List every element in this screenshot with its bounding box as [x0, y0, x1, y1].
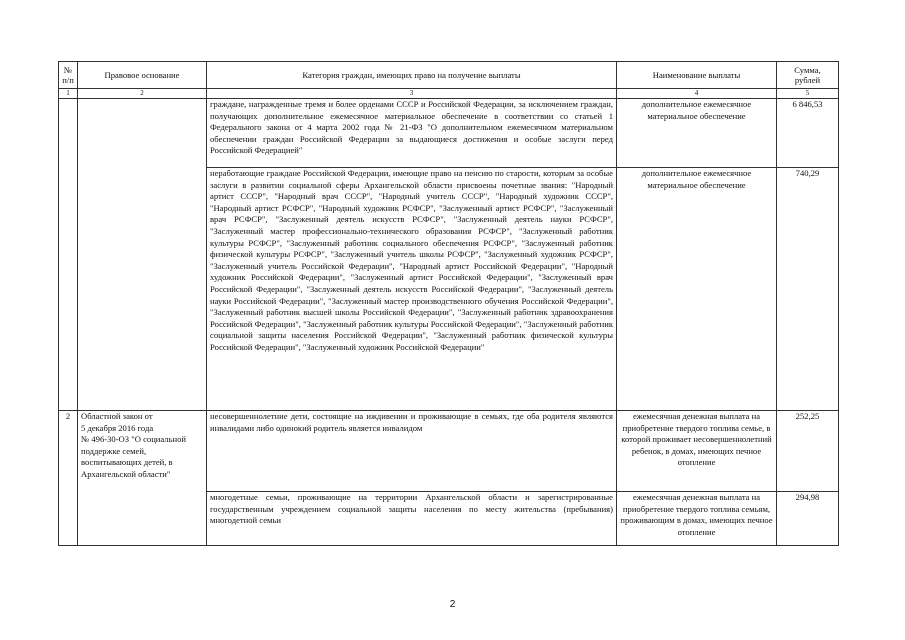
page-number: 2 [449, 599, 456, 610]
payment-name-cell: ежемесячная денежная выплата на приобретение твердого топлива семьям, проживающим в домах, имеющих печное отопление [617, 492, 777, 546]
header-amount: Сумма, рублей [777, 62, 839, 89]
category-cell: несовершеннолетние дети, состоящие на иждивении и проживающие в семьях, где оба родителя являются инвалидами либо одинокий родитель является инвалидом [207, 411, 617, 492]
category-cell: многодетные семьи, проживающие на территории Архангельской области и зарегистрированные государственным учреждением социальной защиты населения по месту жительства (пребывания) многодетной семьи [207, 492, 617, 546]
row-number-cell [59, 492, 78, 546]
header-row [59, 62, 839, 89]
column-number: 5 [777, 89, 839, 99]
header-payment-name: Наименование выплаты [617, 62, 777, 89]
payment-name-cell: ежемесячная денежная выплата на приобретение твердого топлива семье, в которой проживает несовершеннолетний ребенок, в домах, имеющих печное отопление [617, 411, 777, 492]
table-row [59, 99, 839, 168]
table-row [59, 168, 839, 411]
amount-cell: 294,98 [777, 492, 839, 546]
column-number: 1 [59, 89, 78, 99]
row-number-cell [59, 168, 78, 411]
amount-cell: 252,25 [777, 411, 839, 492]
payments-table [58, 61, 839, 546]
legal-basis-cell [78, 99, 207, 168]
header-citizen-category: Категория граждан, имеющих право на получение выплаты [207, 62, 617, 89]
amount-cell: 740,29 [777, 168, 839, 411]
column-number: 3 [207, 89, 617, 99]
header-legal-basis: Правовое основание [78, 62, 207, 89]
table-row [59, 411, 839, 492]
legal-basis-cell [78, 492, 207, 546]
category-cell: неработающие граждане Российской Федерации, имеющие право на пенсию по старости, которым за особые заслуги в развитии социальной сферы Архангельской области присвоены почетные звания: "Народный артист СССР", "Народный врач СССР", "Народный учитель СССР", "Народный художник СССР", "Народный артист РСФСР", "Народный художник РСФСР", "Заслуженный артист РСФСР", "Заслуженный врач РСФСР", "Заслуженный деятель искусств РСФСР", "Заслуженный деятель науки РСФСР", "Заслуженный мастер профессионально-технического образования РСФСР", "Заслуженный работник культуры РСФСР", "Заслуженный работник социального обеспечения РСФСР", "Заслуженный работник физической культуры РСФСР", "Заслуженный учитель школы РСФСР", "Заслуженный художник РСФСР", "Заслуженный учитель Российской Федерации", "Народный артист Российской Федерации", "Народный художник Российской Федерации", "Заслуженный артист Российской Федерации", "Заслуженный врач Российской Федерации", "Заслуженный деятель искусств Российской Федерации", "Заслуженный деятель науки Российской Федерации", "Заслуженный мастер производственного обучения Российской Федерации", "Заслуженный работник высшей школы Российской Федерации", "Заслуженный работник здравоохранения Российской Федерации", "Заслуженный работник культуры Российской Федерации", "Заслуженный работник социальной защиты населения Российской Федерации", "Заслуженный работник физической культуры Российской Федерации", "Заслуженный художник Российской Федерации" [207, 168, 617, 411]
column-number-row [59, 89, 839, 99]
payment-name-cell: дополнительное ежемесячное материальное обеспечение [617, 99, 777, 168]
amount-cell: 6 846,53 [777, 99, 839, 168]
category-cell: граждане, награжденные тремя и более орденами СССР и Российской Федерации, за исключением граждан, получающих дополнительное ежемесячное материальное обеспечение в соответствии со статьей 1 Федерального закона от 4 марта 2002 года № 21-ФЗ "О дополнительном ежемесячном материальном обеспечении граждан Российской Федерации за выдающиеся достижения и особые заслуги перед Российской Федерацией" [207, 99, 617, 168]
table-row [59, 492, 839, 546]
header-number: № п/п [59, 62, 78, 89]
column-number: 4 [617, 89, 777, 99]
row-number-cell: 2 [59, 411, 78, 492]
payment-name-cell: дополнительное ежемесячное материальное обеспечение [617, 168, 777, 411]
legal-basis-cell [78, 168, 207, 411]
row-number-cell [59, 99, 78, 168]
legal-basis-cell: Областной закон от 5 декабря 2016 года № 496-30-ОЗ "О социальной поддержке семей, воспитывающих детей, в Архангельской области" [78, 411, 207, 492]
column-number: 2 [78, 89, 207, 99]
